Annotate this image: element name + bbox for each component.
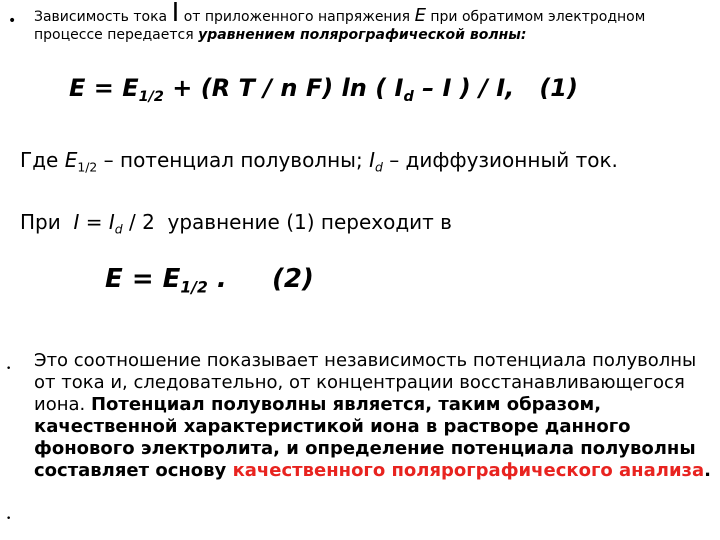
condition-line bbox=[20, 210, 452, 241]
intro-text-3: при обратимом электродном процессе передается bbox=[34, 9, 646, 43]
current-symbol: I bbox=[171, 0, 180, 28]
where-text-c: – диффузионный ток. bbox=[382, 148, 618, 172]
where-text-b: – потенциал полуволны; bbox=[97, 148, 370, 172]
equation-1 bbox=[69, 74, 578, 105]
when-text-b: = bbox=[79, 210, 109, 234]
equation-2 bbox=[105, 264, 314, 296]
intro-text-1: Зависимость тока bbox=[34, 9, 172, 25]
eq2-sub-a: 1/2 bbox=[180, 278, 208, 297]
conclusion-bold: Потенциал полуволны является, таким образом, качественной характеристикой иона в растворе данного фонового электролита, и определение потенциала полуволны составляет основу bbox=[34, 394, 696, 481]
when-id-sub: d bbox=[114, 221, 123, 237]
where-text-a: Где bbox=[20, 148, 65, 172]
eq1-part-c: – I ) / I, (1) bbox=[413, 74, 578, 102]
voltage-symbol: E bbox=[414, 5, 426, 26]
definitions-line bbox=[20, 148, 618, 179]
intro-paragraph bbox=[34, 0, 714, 44]
eq1-part-b: + (R T / n F) ln ( I bbox=[163, 74, 404, 102]
bullet-2: • bbox=[6, 364, 12, 374]
eq2-part-b: . (2) bbox=[207, 264, 314, 294]
where-e-sub: 1/2 bbox=[77, 159, 98, 175]
when-id-symbol: I bbox=[108, 210, 115, 234]
bullet-3: • bbox=[6, 514, 12, 524]
where-e-symbol: E bbox=[64, 148, 78, 172]
eq1-sub-a: 1/2 bbox=[138, 89, 164, 106]
eq2-part-a: E = E bbox=[105, 264, 181, 294]
conclusion-text: Это соотношение показывает независимость потенциала полуволны от тока и, следовательно, от концентрации восстанавливающегося иона. bbox=[34, 350, 697, 415]
when-text-a: При bbox=[20, 210, 74, 234]
when-text-c: / 2 уравнение (1) переходит в bbox=[122, 210, 452, 234]
intro-text-2: от приложенного напряжения bbox=[179, 9, 415, 25]
bullet-1: • bbox=[8, 13, 17, 29]
where-i-sub: d bbox=[374, 159, 383, 175]
where-i-symbol: I bbox=[369, 148, 375, 172]
conclusion-red-term: качественного полярографического анализа bbox=[232, 460, 705, 481]
conclusion-paragraph bbox=[34, 350, 714, 482]
conclusion-period: . bbox=[704, 460, 712, 481]
eq1-part-a: E = E bbox=[69, 74, 139, 102]
when-i-symbol: I bbox=[73, 210, 80, 234]
eq1-sub-b: d bbox=[403, 89, 414, 106]
intro-bold-term: уравнением полярографической волны: bbox=[198, 27, 527, 43]
